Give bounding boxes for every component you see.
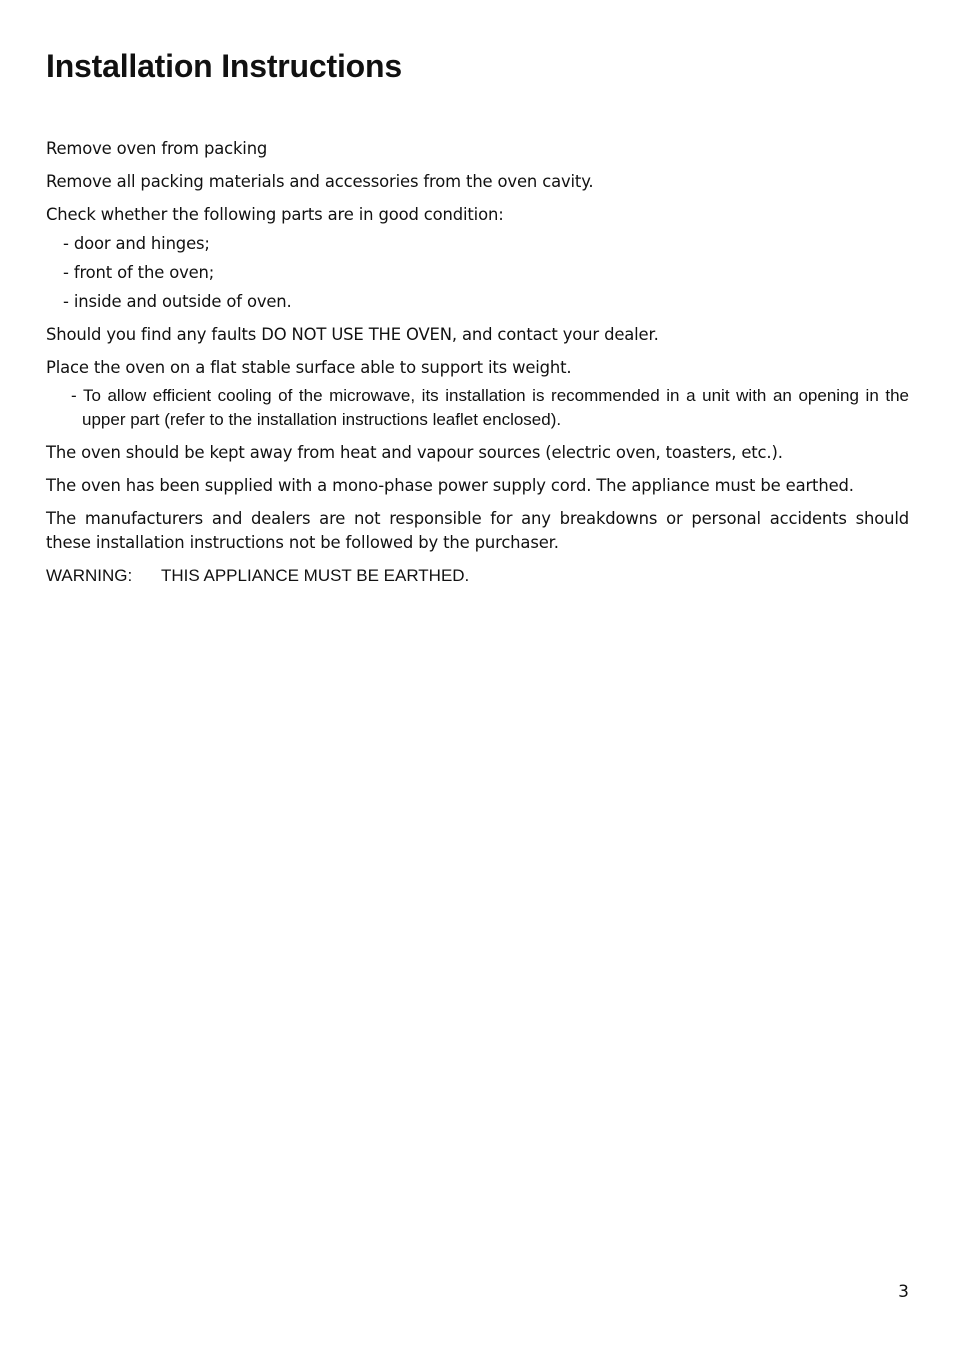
cooling-note: - To allow efficient cooling of the microwave, its installation is recommended in a unit with an opening in the upper part (refer to the installation instructions leaflet enclosed).	[71, 386, 909, 429]
list-item-inside: - inside and outside of oven.	[63, 292, 292, 311]
list-item-door: - door and hinges;	[63, 234, 210, 253]
paragraph-power: The oven has been supplied with a mono-phase power supply cord. The appliance must be earthed.	[46, 476, 854, 495]
instructions-body	[46, 137, 909, 588]
paragraph-remove-materials: Remove all packing materials and accessories from the oven cavity.	[46, 172, 594, 191]
list-item-front: - front of the oven;	[63, 263, 215, 282]
paragraph-place: Place the oven on a flat stable surface able to support its weight.	[46, 358, 572, 377]
paragraph-heat: The oven should be kept away from heat and vapour sources (electric oven, toasters, etc.).	[46, 443, 783, 462]
page-title: Installation Instructions	[46, 48, 402, 84]
paragraph-responsibility: The manufacturers and dealers are not responsible for any breakdowns or personal accidents should these installation instructions not be followed by the purchaser.	[46, 509, 909, 552]
paragraph-remove-packing: Remove oven from packing	[46, 139, 268, 158]
warning-line	[46, 564, 909, 588]
check-parts-group	[46, 203, 909, 314]
paragraph-check-parts: Check whether the following parts are in good condition:	[46, 205, 504, 224]
paragraph-faults: Should you find any faults DO NOT USE THE OVEN, and contact your dealer.	[46, 325, 659, 344]
page-number: 3	[898, 1282, 909, 1302]
warning-label: WARNING:	[46, 566, 133, 585]
warning-text: THIS APPLIANCE MUST BE EARTHED.	[161, 566, 470, 585]
